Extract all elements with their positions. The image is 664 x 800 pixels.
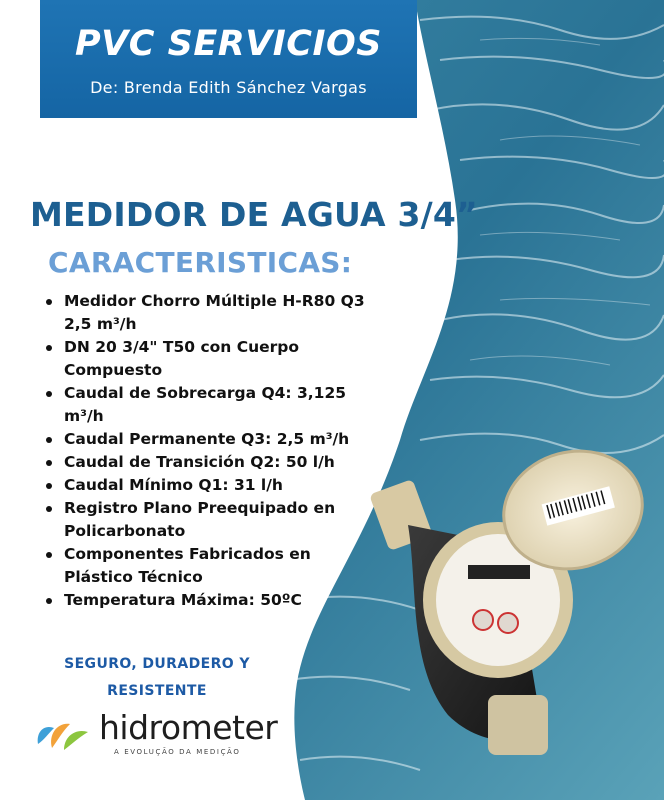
feature-text: Medidor Chorro Múltiple H-R80 Q3 2,5 m³/h xyxy=(64,292,365,333)
brand-name: hidrometer xyxy=(99,708,278,747)
bullet-icon xyxy=(46,345,52,351)
feature-item xyxy=(40,474,380,497)
feature-item xyxy=(40,543,380,589)
feature-text: Caudal Mínimo Q1: 31 l/h xyxy=(64,476,283,494)
feature-item xyxy=(40,497,380,543)
tagline-line-2: RESISTENTE xyxy=(107,683,207,699)
feature-text: Temperatura Máxima: 50ºC xyxy=(64,591,302,609)
bullet-icon xyxy=(46,391,52,397)
feature-text: Caudal de Transición Q2: 50 l/h xyxy=(64,453,335,471)
bullet-icon xyxy=(46,598,52,604)
bullet-icon xyxy=(46,483,52,489)
header-banner xyxy=(40,0,417,118)
header-title: PVC SERVICIOS xyxy=(75,24,382,64)
feature-item xyxy=(40,589,380,612)
tagline xyxy=(62,651,252,705)
feature-item xyxy=(40,382,380,428)
feature-list xyxy=(40,290,380,612)
feature-text: DN 20 3/4" T50 con Cuerpo Compuesto xyxy=(64,338,300,379)
features-heading: CARACTERISTICAS: xyxy=(48,246,353,279)
feature-text: Caudal de Sobrecarga Q4: 3,125 m³/h xyxy=(64,384,347,425)
feature-item xyxy=(40,336,380,382)
brand-tagline: A EVOLUÇÃO DA MEDIÇÃO xyxy=(114,748,241,756)
feature-item xyxy=(40,428,380,451)
header-subtitle: De: Brenda Edith Sánchez Vargas xyxy=(90,78,367,97)
feature-text: Caudal Permanente Q3: 2,5 m³/h xyxy=(64,430,350,448)
bullet-icon xyxy=(46,299,52,305)
bullet-icon xyxy=(46,552,52,558)
bullet-icon xyxy=(46,460,52,466)
hidrometer-logo-icon xyxy=(34,714,94,754)
water-meter-image xyxy=(368,445,664,765)
tagline-line-1: SEGURO, DURADERO Y xyxy=(64,656,250,672)
brand-logo xyxy=(34,708,278,772)
feature-text: Registro Plano Preequipado en Policarbonato xyxy=(64,499,336,540)
bullet-icon xyxy=(46,437,52,443)
feature-item xyxy=(40,290,380,336)
product-title: MEDIDOR DE AGUA 3/4” xyxy=(30,195,478,234)
bullet-icon xyxy=(46,506,52,512)
feature-text: Componentes Fabricados en Plástico Técnico xyxy=(64,545,311,586)
feature-item xyxy=(40,451,380,474)
